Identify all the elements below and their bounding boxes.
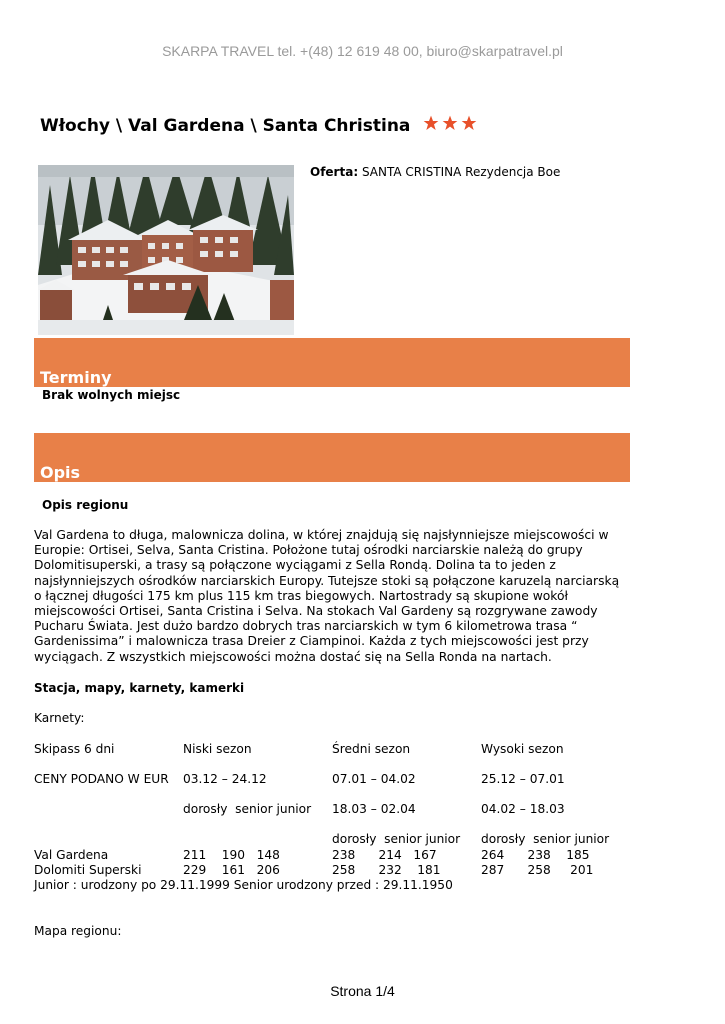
- description-line: Gardenissima” i malownicza trasa Dreier z Ciampinoi. Każda z tych miejscowości jest przy: [34, 634, 589, 649]
- availability-status: Brak wolnych miejsc: [42, 388, 181, 402]
- page-header-contact: SKARPA TRAVEL tel. +(48) 12 619 48 00, biuro@skarpatravel.pl: [162, 43, 563, 59]
- offer-value: SANTA CRISTINA Rezydencja Boe: [361, 165, 561, 179]
- page-number: Strona 1/4: [330, 983, 395, 999]
- low-season-age-header: dorosły senior junior: [183, 802, 312, 816]
- star-icon: [423, 115, 439, 131]
- star-icon: [442, 115, 458, 131]
- description-line: Dolomitisuperski, a trasy są połączone wyciągami z Sella Rondą. Dolina ta to jeden z: [34, 558, 556, 573]
- table-row-name: Dolomiti Superski: [34, 863, 142, 877]
- table-row-high-prices: 264 238 185: [481, 848, 590, 862]
- description-line: Pucharu Świata. Jest dużo bardzo dobrych tras narciarskich w tym 6 kilometrowa trasa “: [34, 619, 578, 634]
- karnety-label: Karnety:: [34, 711, 85, 725]
- table-header-mid-season: Średni sezon: [332, 742, 411, 756]
- currency-note: CENY PODANO W EUR: [34, 772, 169, 786]
- high-season-dates-2: 04.02 – 18.03: [481, 802, 565, 816]
- section-heading-terminy: Terminy: [40, 368, 112, 387]
- offer-line: [310, 165, 560, 179]
- table-row-low-prices: 229 161 206: [183, 863, 280, 877]
- table-row-low-prices: 211 190 148: [183, 848, 280, 862]
- table-row-name: Val Gardena: [34, 848, 109, 862]
- star-icon: [461, 115, 477, 131]
- page-title: Włochy \ Val Gardena \ Santa Christina: [40, 116, 411, 136]
- mid-season-dates-2: 18.03 – 02.04: [332, 802, 416, 816]
- hotel-photo: [38, 165, 294, 335]
- high-season-dates-1: 25.12 – 07.01: [481, 772, 565, 786]
- offer-label: Oferta:: [310, 165, 359, 179]
- star-rating: [423, 115, 477, 131]
- description-line: Val Gardena to długa, malownicza dolina, w której znajdują się najsłynniejsze miejscowości w: [34, 528, 609, 542]
- table-row-mid-prices: 238 214 167: [332, 848, 437, 862]
- description-line: o łącznej długości 175 km plus 115 km tras biegowych. Nartostrady są skupione wokół: [34, 588, 568, 603]
- description-line: Europie: Ortisei, Selva, Santa Cristina. Położone tutaj ośrodki narciarskie należą do grupy: [34, 543, 583, 558]
- high-season-age-header: dorosły senior junior: [481, 832, 610, 846]
- region-description-heading: Opis regionu: [42, 498, 129, 512]
- description-line: miejscowości Ortisei, Santa Cristina i Selva. Na stokach Val Gardeny są rozgrywane zawody: [34, 604, 598, 619]
- mid-season-dates-1: 07.01 – 04.02: [332, 772, 416, 786]
- table-header-skipass: Skipass 6 dni: [34, 742, 115, 756]
- table-row-mid-prices: 258 232 181: [332, 863, 441, 877]
- table-row-high-prices: 287 258 201: [481, 863, 594, 877]
- section-band-terminy: [34, 338, 630, 387]
- table-header-high-season: Wysoki sezon: [481, 742, 564, 756]
- mid-season-age-header: dorosły senior junior: [332, 832, 461, 846]
- low-season-dates: 03.12 – 24.12: [183, 772, 267, 786]
- section-band-opis: [34, 433, 630, 482]
- region-map-label: Mapa regionu:: [34, 924, 122, 938]
- age-definition-note: Junior : urodzony po 29.11.1999 Senior urodzony przed : 29.11.1950: [34, 878, 453, 892]
- station-heading: Stacja, mapy, karnety, kamerki: [34, 681, 245, 695]
- description-line: najsłynniejszych ośrodków narciarskich Europy. Tutejsze stoki są połączone karuzelą narciarską: [34, 573, 620, 588]
- region-description: [34, 528, 630, 665]
- section-heading-opis: Opis: [40, 463, 81, 482]
- table-header-low-season: Niski sezon: [183, 742, 252, 756]
- description-line: wyciągach. Z wszystkich miejscowości można dostać się na Sella Ronda na nartach.: [34, 649, 552, 664]
